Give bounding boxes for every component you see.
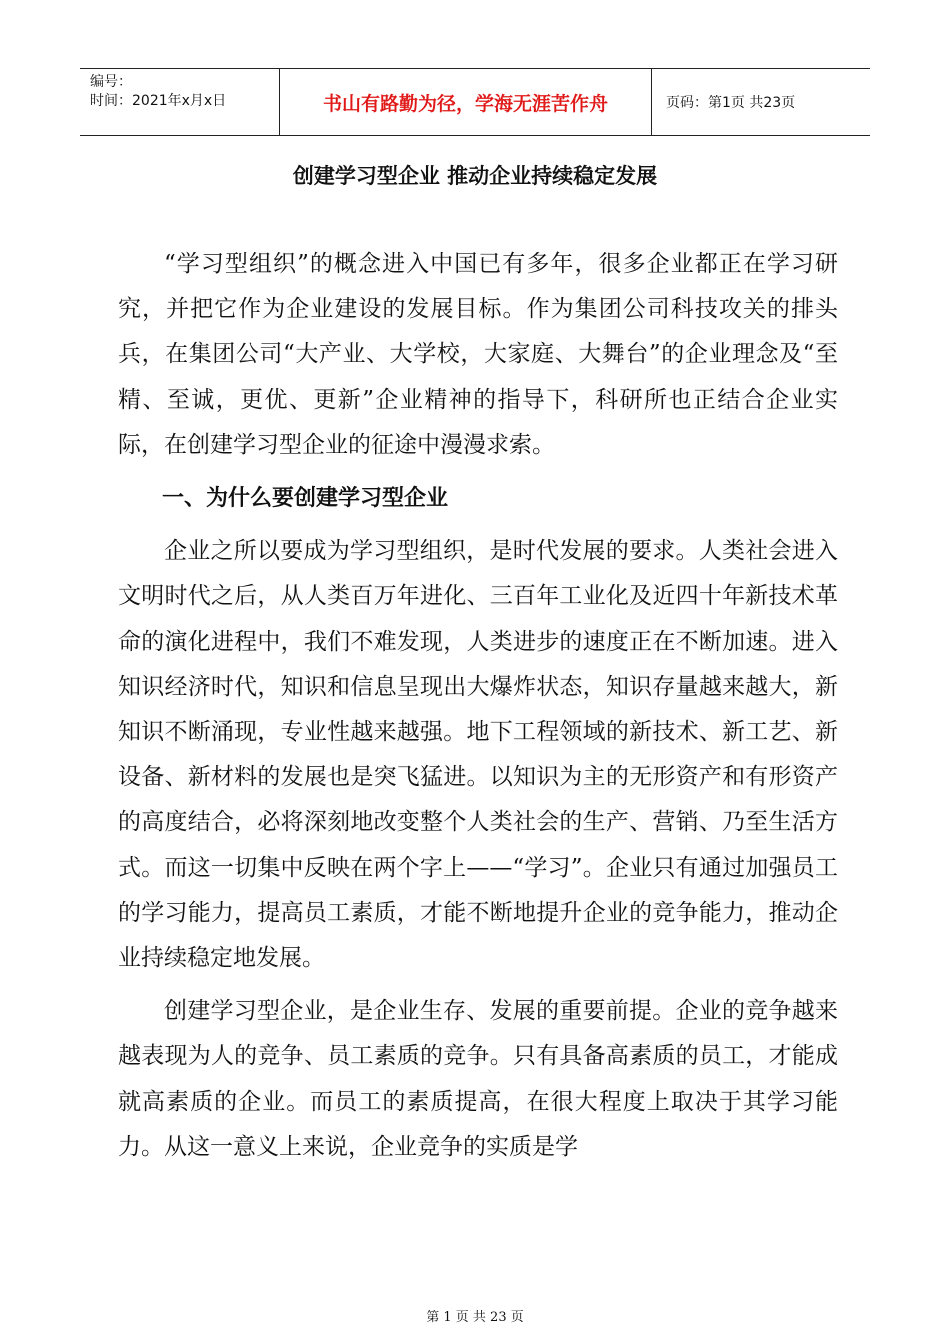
paragraph-2: 创建学习型企业，是企业生存、发展的重要前提。企业的竞争越来越表现为人的竞争、员工素质的竞争。只有具备高素质的员工，才能成就高素质的企业。而员工的素质提高，在很大程度上取决于其学习能力。从这一意义上来说，企业竞争的实质是学 xyxy=(118,998,838,1160)
document-body xyxy=(118,242,838,1170)
document-title: 创建学习型企业 推动企业持续稳定发展 xyxy=(292,164,658,188)
serial-label: 编号： xyxy=(90,74,132,90)
document-header xyxy=(80,68,870,136)
section-heading-1: 一、为什么要创建学习型企业 xyxy=(162,486,449,512)
header-motto: 书山有路勤为径，学海无涯苦作舟 xyxy=(280,69,652,135)
time-label: 时间：2021年x月x日 xyxy=(90,93,227,109)
intro-paragraph: “学习型组织”的概念进入中国已有多年，很多企业都正在学习研究，并把它作为企业建设的发展目标。作为集团公司科技攻关的排头兵，在集团公司“大产业、大学校，大家庭、大舞台”的企业理念及“至精、至诚，更优、更新”企业精神的指导下，科研所也正结合企业实际，在创建学习型企业的征途中漫漫求索。 xyxy=(118,251,838,458)
page-footer: 第 1 页 共 23 页 xyxy=(426,1310,524,1325)
paragraph-1: 企业之所以要成为学习型组织，是时代发展的要求。人类社会进入文明时代之后，从人类百万年进化、三百年工业化及近四十年新技术革命的演化进程中，我们不难发现，人类进步的速度正在不断加速。进入知识经济时代，知识和信息呈现出大爆炸状态，知识存量越来越大，新知识不断涌现，专业性越来越强。地下工程领域的新技术、新工艺、新设备、新材料的发展也是突飞猛进。以知识为主的无形资产和有形资产的高度结合，必将深刻地改变整个人类社会的生产、营销、乃至生活方式。而这一切集中反映在两个字上——“学习”。企业只有通过加强员工的学习能力，提高员工素质，才能不断地提升企业的竞争能力，推动企业持续稳定地发展。 xyxy=(118,538,838,972)
header-meta xyxy=(80,69,280,135)
header-page-info: 页码：第1页 共23页 xyxy=(666,95,796,111)
